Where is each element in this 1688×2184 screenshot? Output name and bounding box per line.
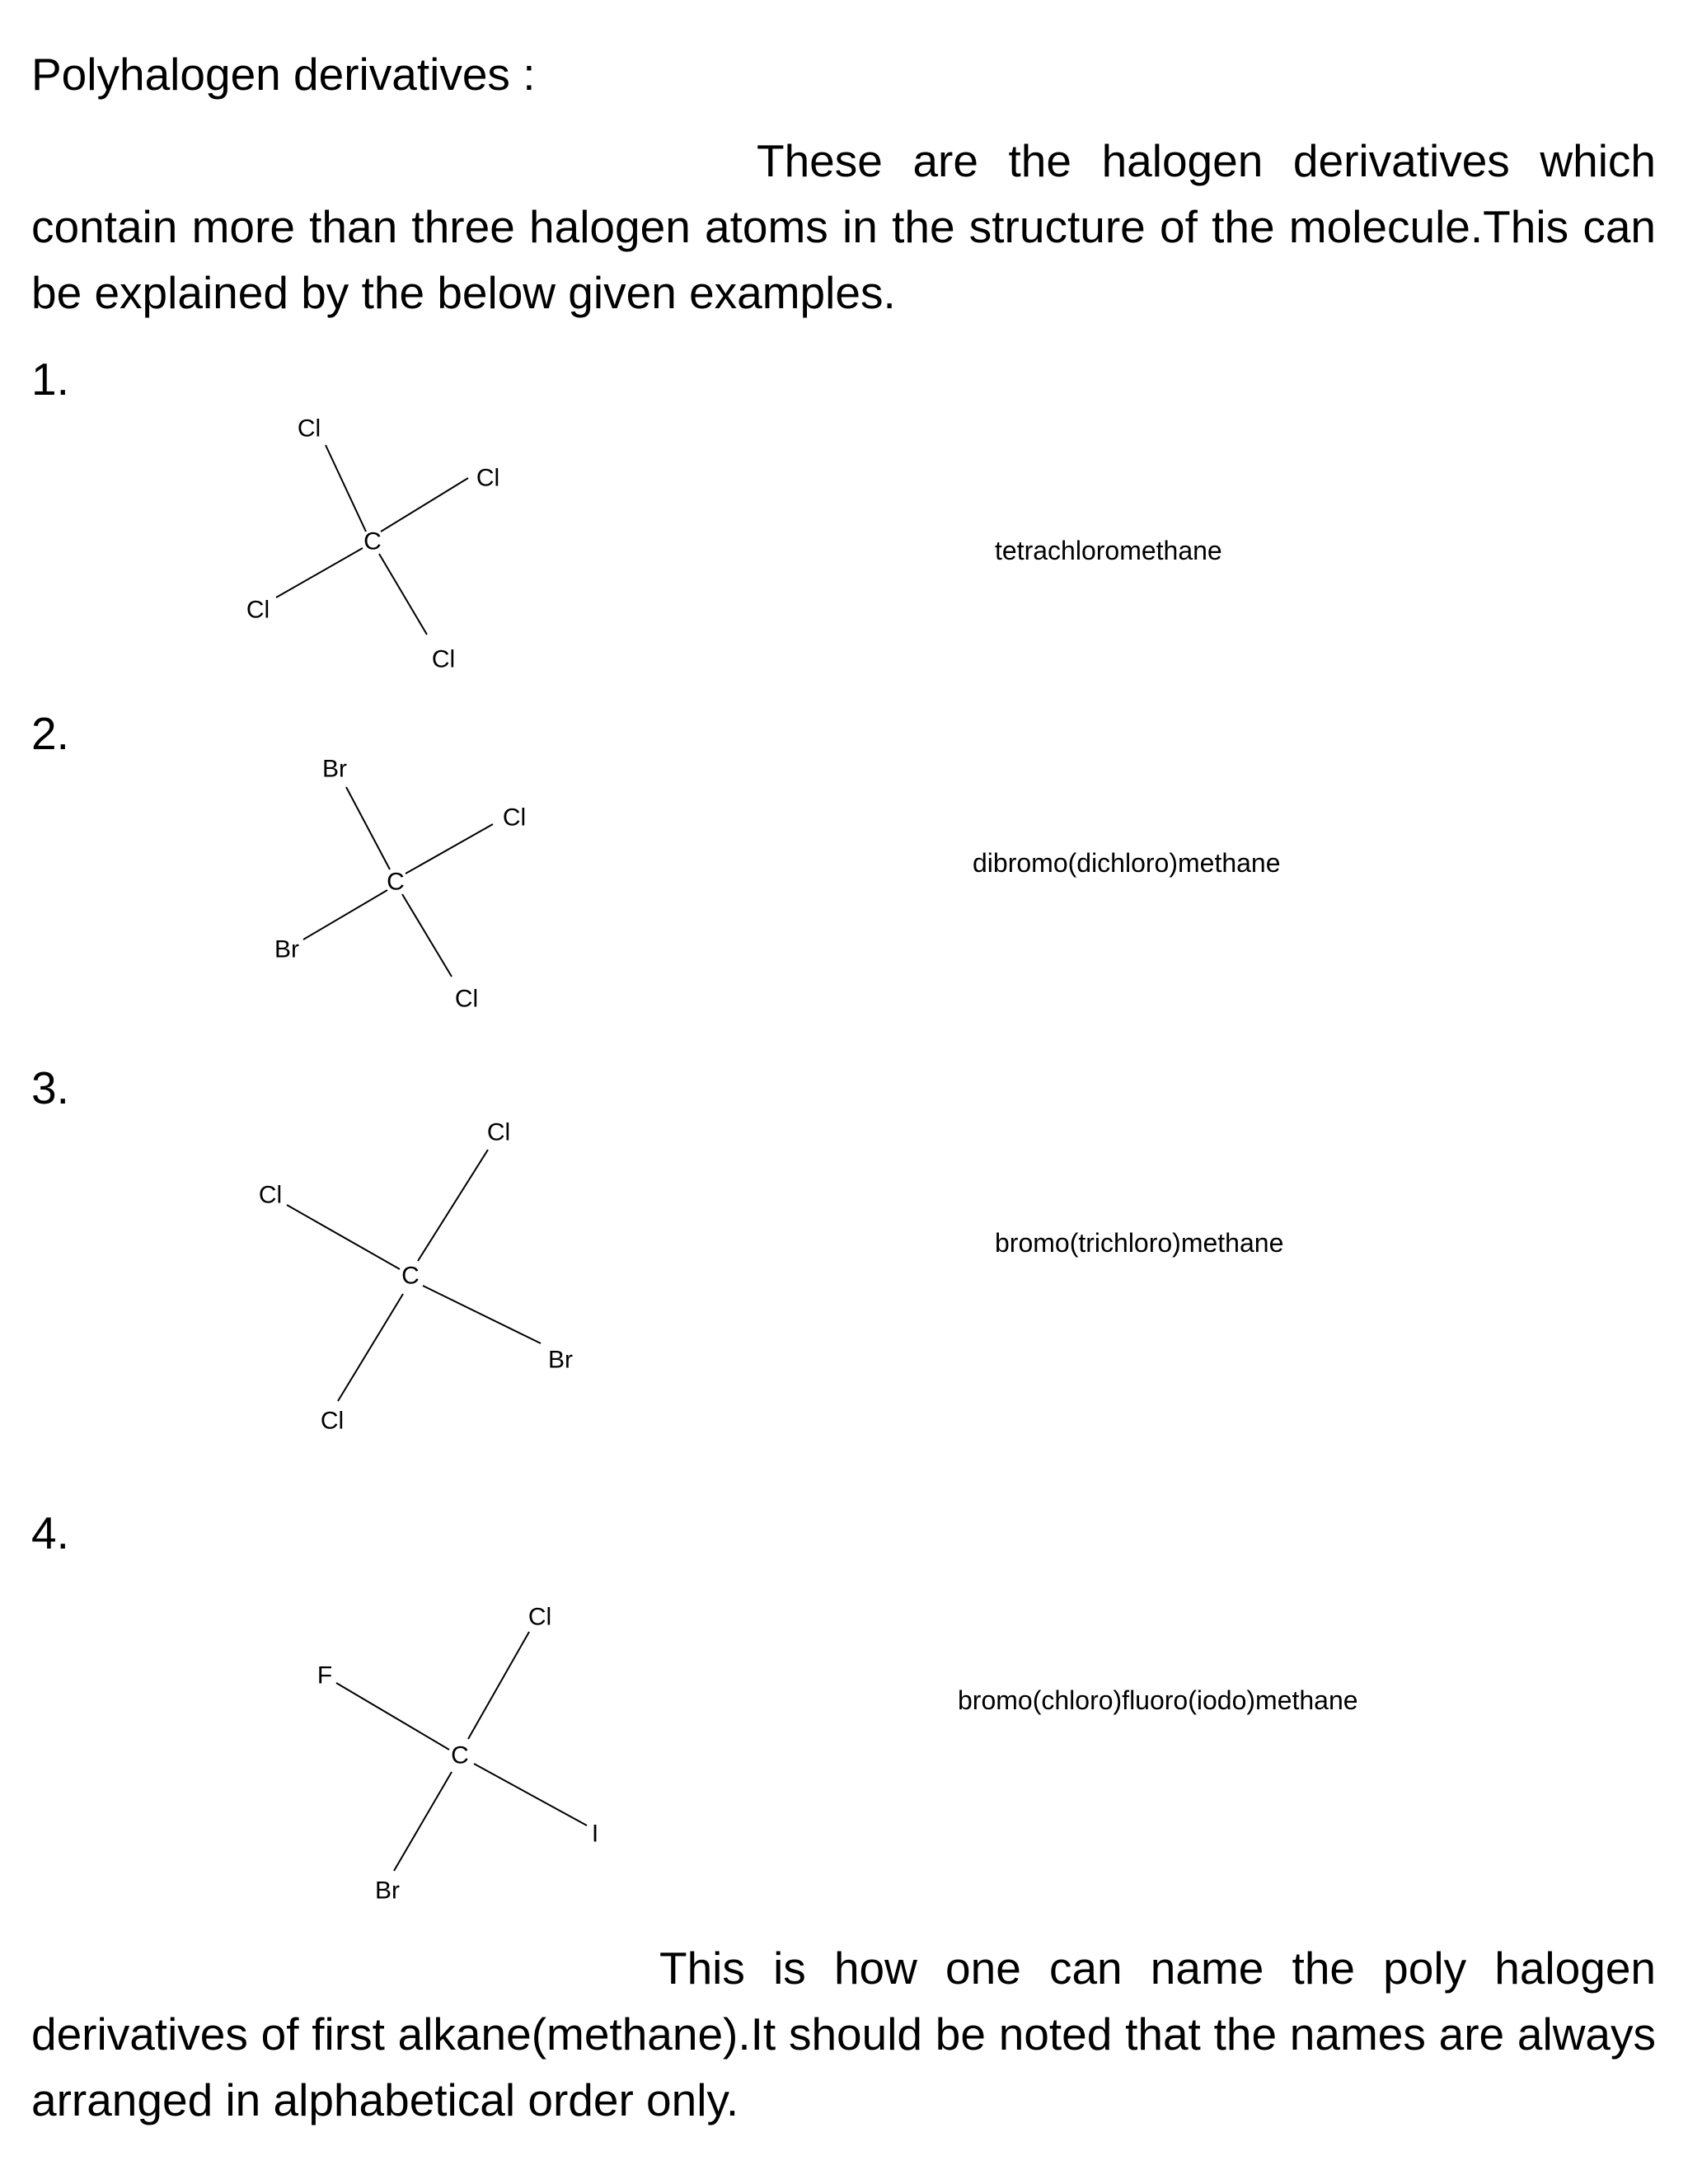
- outro-paragraph: [31, 1935, 1656, 2133]
- page-title: Polyhalogen derivatives :: [31, 49, 536, 100]
- atom-label: Cl: [454, 985, 479, 1013]
- atom-label: Br: [274, 935, 299, 963]
- bond: [468, 1632, 529, 1739]
- bond: [336, 1683, 449, 1750]
- atom-label: Cl: [246, 596, 270, 624]
- atom-label: Cl: [258, 1181, 283, 1209]
- compound-name-1: tetrachloromethane: [995, 536, 1222, 565]
- example-number-3: 3.: [31, 1062, 69, 1113]
- atom-label: Br: [548, 1346, 573, 1374]
- compound-name-3: bromo(trichloro)methane: [995, 1228, 1284, 1258]
- atom-label: C: [451, 1741, 469, 1769]
- compound-name-4: bromo(chloro)fluoro(iodo)methane: [958, 1685, 1358, 1715]
- bond: [474, 1764, 587, 1825]
- atom-label: Cl: [486, 1118, 511, 1146]
- atom-label: F: [316, 1661, 333, 1690]
- atom-label: Cl: [431, 645, 456, 673]
- atom-label: C: [401, 1262, 420, 1290]
- atom-label: Cl: [320, 1407, 345, 1435]
- atom-label: I: [591, 1820, 599, 1848]
- atom-label: Br: [322, 755, 347, 783]
- atom-label: Cl: [528, 1603, 552, 1631]
- atom-label: Cl: [502, 804, 527, 832]
- example-number-2: 2.: [31, 708, 69, 759]
- example-number-4: 4.: [31, 1507, 69, 1558]
- atom-label: Cl: [297, 415, 321, 443]
- compound-name-2: dibromo(dichloro)methane: [973, 848, 1281, 878]
- atom-label: C: [387, 868, 405, 896]
- outro-text: This is how one can name the poly halogen derivatives of first alkane(methane).It should be noted that the names are always arranged in alphabetical order only.: [31, 1943, 1656, 2125]
- atom-label: Cl: [476, 464, 500, 492]
- example-number-1: 1.: [31, 354, 69, 405]
- atom-label: Br: [375, 1877, 400, 1905]
- intro-text: These are the halogen derivatives which contain more than three halogen atoms in the structure of the molecule.This can be explained by the below given examples.: [31, 135, 1656, 318]
- atom-label: C: [363, 527, 382, 555]
- bond: [394, 1772, 452, 1871]
